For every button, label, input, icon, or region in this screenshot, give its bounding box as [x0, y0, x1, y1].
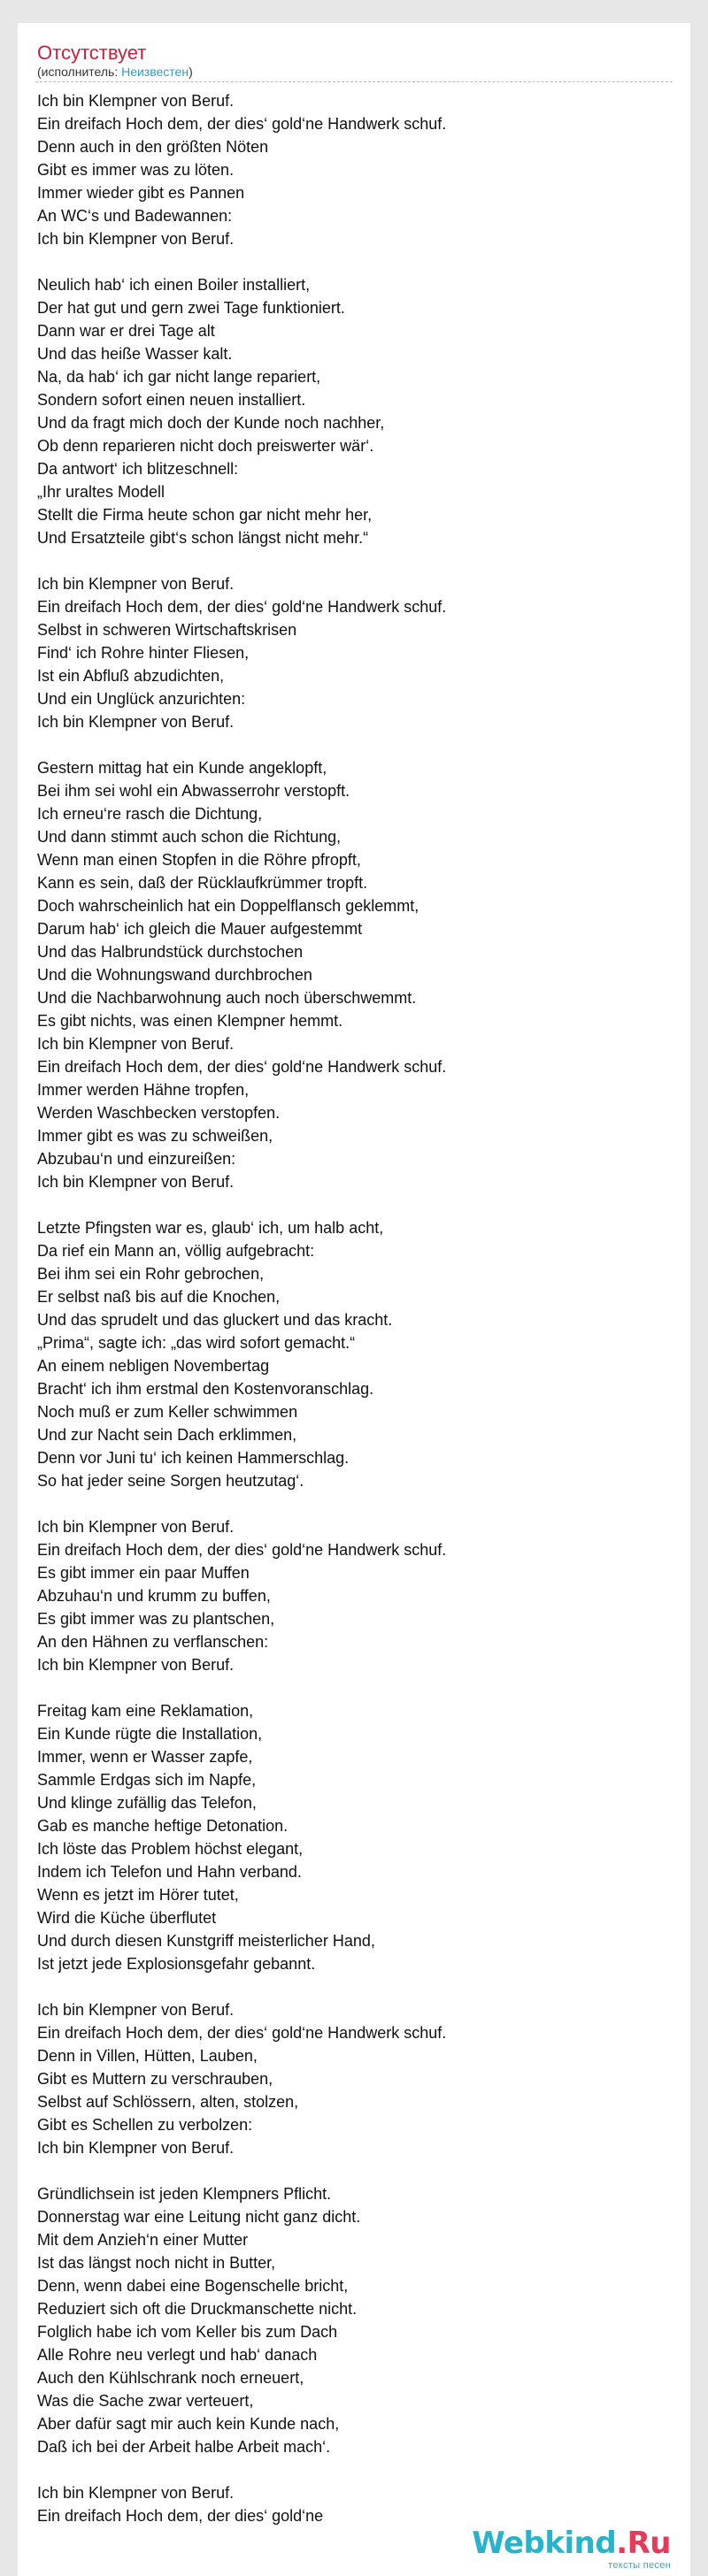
lyrics-text: [37, 89, 674, 2527]
lyric-line: Doch wahrscheinlich hat ein Doppelflansch geklemmt,: [37, 897, 419, 915]
lyric-line: Gab es manche heftige Detonation.: [37, 1817, 289, 1835]
lyric-line: Aber dafür sagt mir auch kein Kunde nach,: [37, 2415, 340, 2433]
lyric-line: Ob denn reparieren nicht doch preiswerter wär‘.: [37, 437, 374, 455]
lyric-line: Abzuhau‘n und krumm zu buffen,: [37, 1587, 271, 1605]
lyric-line: Immer gibt es was zu schweißen,: [37, 1127, 273, 1145]
lyric-blank-line: [37, 1975, 674, 1998]
watermark-logo-main: Webkind: [472, 2526, 617, 2561]
lyric-line: Ich löste das Problem höchst elegant,: [37, 1840, 304, 1858]
lyric-line: Und ein Unglück anzurichten:: [37, 690, 246, 708]
lyric-line: Folglich habe ich vom Keller bis zum Dach: [37, 2323, 338, 2341]
lyric-line: Mit dem Anzieh‘n einer Mutter: [37, 2231, 249, 2249]
lyric-line: Ich erneu‘re rasch die Dichtung,: [37, 805, 263, 823]
lyric-line: Na, da hab‘ ich gar nicht lange repariert,: [37, 368, 321, 386]
lyric-line: Stellt die Firma heute schon gar nicht mehr her,: [37, 506, 373, 524]
lyric-blank-line: [37, 2458, 674, 2481]
lyric-line: Der hat gut und gern zwei Tage funktioniert.: [37, 299, 345, 317]
lyric-line: Ein dreifach Hoch dem, der dies‘ gold‘ne Handwerk schuf.: [37, 1541, 447, 1559]
lyric-line: Und die Wohnungswand durchbrochen: [37, 966, 312, 984]
lyric-line: Selbst in schweren Wirtschaftskrisen: [37, 621, 297, 639]
lyric-line: Darum hab‘ ich gleich die Mauer aufgestemmt: [37, 920, 363, 938]
lyric-line: An WC‘s und Badewannen:: [37, 207, 233, 225]
lyric-line: Ein dreifach Hoch dem, der dies‘ gold‘ne Handwerk schuf.: [37, 2024, 447, 2042]
lyric-line: Letzte Pfingsten war es, glaub‘ ich, um halb acht,: [37, 1219, 384, 1237]
lyric-line: Denn in Villen, Hütten, Lauben,: [37, 2047, 258, 2065]
lyric-line: Und da fragt mich doch der Kunde noch nachher,: [37, 414, 385, 432]
lyric-line: Da rief ein Mann an, völlig aufgebracht:: [37, 1242, 315, 1260]
lyric-line: Ein dreifach Hoch dem, der dies‘ gold‘ne Handwerk schuf.: [37, 1058, 447, 1076]
lyric-line: So hat jeder seine Sorgen heutzutag‘.: [37, 1472, 304, 1490]
title-divider: [35, 81, 673, 82]
lyric-blank-line: [37, 733, 674, 756]
watermark-subtitle: тексты песен: [608, 2560, 671, 2571]
lyric-line: Ist das längst noch nicht in Butter,: [37, 2254, 276, 2272]
lyric-line: Daß ich bei der Arbeit halbe Arbeit mach‘.: [37, 2438, 331, 2456]
lyric-line: Es gibt immer was zu plantschen,: [37, 1610, 275, 1628]
lyric-line: Dann war er drei Tage alt: [37, 322, 215, 340]
lyric-line: Und durch diesen Kunstgriff meisterlicher Hand,: [37, 1932, 375, 1950]
lyric-line: Gibt es immer was zu löten.: [37, 161, 235, 179]
lyric-line: Ich bin Klempner von Beruf.: [37, 2484, 235, 2502]
lyric-line: Freitag kam eine Reklamation,: [37, 1702, 254, 1720]
lyric-line: Ich bin Klempner von Beruf.: [37, 713, 235, 731]
lyric-line: Und das Halbrundstück durchstochen: [37, 943, 304, 961]
lyric-blank-line: [37, 1676, 674, 1699]
lyric-line: Er selbst naß bis auf die Knochen,: [37, 1288, 281, 1306]
lyric-blank-line: [37, 250, 674, 273]
lyric-line: Ein dreifach Hoch dem, der dies‘ gold‘ne Handwerk schuf.: [37, 598, 447, 616]
song-title: Отсутствует: [37, 42, 147, 64]
lyric-line: Denn vor Juni tu‘ ich keinen Hammerschlag.: [37, 1449, 350, 1467]
lyric-line: Und die Nachbarwohnung auch noch überschwemmt.: [37, 989, 417, 1007]
lyric-line: Gestern mittag hat ein Kunde angeklopft,: [37, 759, 327, 777]
lyric-line: Und das heiße Wasser kalt.: [37, 345, 233, 363]
lyric-line: Gibt es Schellen zu verbolzen:: [37, 2116, 253, 2134]
lyric-blank-line: [37, 1492, 674, 1515]
lyric-line: Ich bin Klempner von Beruf.: [37, 575, 235, 593]
lyric-blank-line: [37, 549, 674, 572]
lyric-line: Werden Waschbecken verstopfen.: [37, 1104, 281, 1122]
lyric-line: Ein Kunde rügte die Installation,: [37, 1725, 263, 1743]
lyric-line: Sammle Erdgas sich im Napfe,: [37, 1771, 257, 1789]
lyric-line: Ist ein Abfluß abzudichten,: [37, 667, 225, 685]
lyric-line: Ein dreifach Hoch dem, der dies‘ gold‘ne Handwerk schuf.: [37, 115, 447, 133]
watermark-logo: [472, 2526, 671, 2560]
lyric-line: Und das sprudelt und das gluckert und das kracht.: [37, 1311, 393, 1329]
lyric-line: Ich bin Klempner von Beruf.: [37, 1518, 235, 1536]
lyric-line: Es gibt nichts, was einen Klempner hemmt.: [37, 1012, 343, 1030]
lyric-line: Denn, wenn dabei eine Bogenschelle bricht,: [37, 2277, 349, 2295]
lyric-line: Noch muß er zum Keller schwimmen: [37, 1403, 298, 1421]
lyric-line: Wenn man einen Stopfen in die Röhre pfropft,: [37, 851, 361, 869]
lyric-line: Donnerstag war eine Leitung nicht ganz dicht.: [37, 2208, 361, 2226]
lyric-line: Und Ersatzteile gibt‘s schon längst nicht mehr.“: [37, 529, 369, 547]
lyric-line: Ich bin Klempner von Beruf.: [37, 2139, 235, 2157]
lyric-line: Bei ihm sei wohl ein Abwasserrohr verstopft.: [37, 782, 350, 800]
lyric-line: Kann es sein, daß der Rücklaufkrümmer tropft.: [37, 874, 368, 892]
lyric-line: „Ihr uraltes Modell: [37, 483, 165, 501]
lyric-line: Ich bin Klempner von Beruf.: [37, 1173, 235, 1191]
lyric-line: Ein dreifach Hoch dem, der dies‘ gold‘ne: [37, 2507, 324, 2525]
lyric-line: Immer werden Hähne tropfen,: [37, 1081, 250, 1099]
lyric-line: Und dann stimmt auch schon die Richtung,: [37, 828, 342, 846]
lyric-line: Denn auch in den größten Nöten: [37, 138, 269, 156]
lyric-line: Gründlichsein ist jeden Klempners Pflicht.: [37, 2185, 332, 2203]
lyric-line: Auch den Kühlschrank noch erneuert,: [37, 2369, 304, 2387]
lyric-line: Sondern sofort einen neuen installiert.: [37, 391, 306, 409]
lyric-line: Bracht‘ ich ihm erstmal den Kostenvoranschlag.: [37, 1380, 374, 1398]
lyrics-card: [18, 23, 690, 2576]
lyric-line: Immer, wenn er Wasser zapfe,: [37, 1748, 253, 1766]
lyric-line: Es gibt immer ein paar Muffen: [37, 1564, 250, 1582]
watermark-logo-suffix: .Ru: [616, 2526, 671, 2561]
lyric-line: Ist jetzt jede Explosionsgefahr gebannt.: [37, 1955, 316, 1973]
lyric-line: „Prima“, sagte ich: „das wird sofort gemacht.“: [37, 1334, 356, 1352]
lyric-line: Wird die Küche überflutet: [37, 1909, 217, 1927]
artist-link[interactable]: Неизвестен: [121, 65, 189, 79]
lyric-line: Neulich hab‘ ich einen Boiler installiert,: [37, 276, 311, 294]
lyric-line: Bei ihm sei ein Rohr gebrochen,: [37, 1265, 265, 1283]
lyric-line: Und klinge zufällig das Telefon,: [37, 1794, 257, 1812]
lyric-line: Gibt es Muttern zu verschrauben,: [37, 2070, 273, 2088]
lyric-line: Da antwort‘ ich blitzeschnell:: [37, 460, 239, 478]
lyric-line: Ich bin Klempner von Beruf.: [37, 1035, 235, 1053]
lyric-line: Indem ich Telefon und Hahn verband.: [37, 1863, 302, 1881]
lyric-line: Find‘ ich Rohre hinter Fliesen,: [37, 644, 250, 662]
lyric-line: An einem nebligen Novembertag: [37, 1357, 270, 1375]
lyric-line: Und zur Nacht sein Dach erklimmen,: [37, 1426, 297, 1444]
lyric-line: Ich bin Klempner von Beruf.: [37, 1656, 235, 1674]
artist-line: [37, 64, 193, 80]
lyric-blank-line: [37, 1193, 674, 1216]
lyric-blank-line: [37, 2159, 674, 2182]
lyric-line: Reduziert sich oft die Druckmanschette nicht.: [37, 2300, 358, 2318]
webkind-watermark: [472, 2526, 671, 2572]
lyric-line: An den Hähnen zu verflanschen:: [37, 1633, 269, 1651]
artist-prefix: (исполнитель:: [37, 65, 119, 79]
lyric-line: Selbst auf Schlössern, alten, stolzen,: [37, 2093, 299, 2111]
lyric-line: Ich bin Klempner von Beruf.: [37, 92, 235, 110]
lyric-line: Alle Rohre neu verlegt und hab‘ danach: [37, 2346, 318, 2364]
lyric-line: Ich bin Klempner von Beruf.: [37, 2001, 235, 2019]
artist-suffix: ): [189, 65, 193, 79]
lyric-line: Was die Sache zwar verteuert,: [37, 2392, 254, 2410]
lyric-line: Ich bin Klempner von Beruf.: [37, 230, 235, 248]
lyric-line: Abzubau‘n und einzureißen:: [37, 1150, 236, 1168]
lyric-line: Wenn es jetzt im Hörer tutet,: [37, 1886, 239, 1904]
lyric-line: Immer wieder gibt es Pannen: [37, 184, 245, 202]
